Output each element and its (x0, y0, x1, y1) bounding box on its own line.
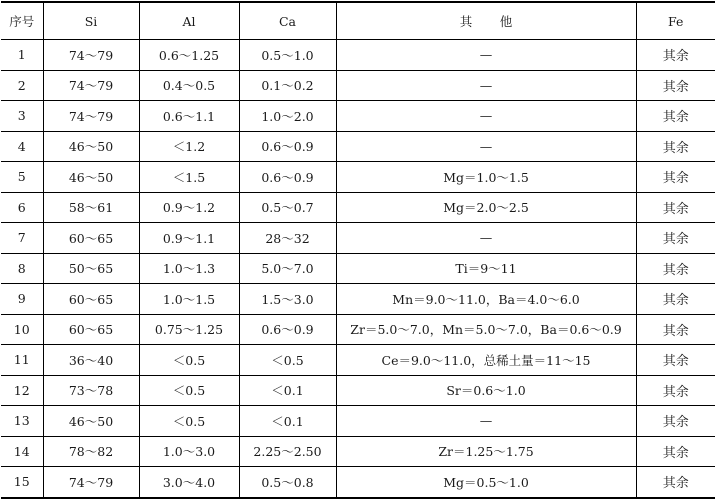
header-ca: Ca (239, 2, 336, 40)
cell-ca: 28～32 (239, 223, 336, 254)
cell-si: 74～79 (43, 40, 139, 71)
cell-fe: 其余 (636, 70, 715, 101)
cell-al: 0.75～1.25 (139, 314, 239, 345)
cell-fe: 其余 (636, 162, 715, 193)
cell-al: ＜0.5 (139, 406, 239, 437)
cell-al: 1.0～1.3 (139, 253, 239, 284)
cell-al: 0.6～1.1 (139, 101, 239, 132)
header-row (1, 2, 715, 40)
cell-ca: 1.5～3.0 (239, 284, 336, 315)
cell-ca: 2.25～2.50 (239, 436, 336, 467)
cell-al: 0.9～1.2 (139, 192, 239, 223)
cell-no: 6 (1, 192, 43, 223)
cell-ca: ＜0.5 (239, 345, 336, 376)
cell-ca: 0.5～1.0 (239, 40, 336, 71)
cell-other: — (336, 223, 636, 254)
cell-al: 1.0～1.5 (139, 284, 239, 315)
cell-si: 46～50 (43, 162, 139, 193)
table-row (1, 101, 715, 132)
cell-no: 13 (1, 406, 43, 437)
cell-ca: 0.6～0.9 (239, 131, 336, 162)
cell-si: 74～79 (43, 101, 139, 132)
cell-ca: 5.0～7.0 (239, 253, 336, 284)
cell-fe: 其余 (636, 467, 715, 498)
cell-si: 46～50 (43, 131, 139, 162)
cell-fe: 其余 (636, 284, 715, 315)
header-other: 其他 (336, 2, 636, 40)
cell-al: ＜0.5 (139, 375, 239, 406)
cell-fe: 其余 (636, 375, 715, 406)
table-row (1, 436, 715, 467)
header-si: Si (43, 2, 139, 40)
cell-fe: 其余 (636, 253, 715, 284)
cell-other: Mg＝1.0～1.5 (336, 162, 636, 193)
cell-other: Mn＝9.0～11.0，Ba＝4.0～6.0 (336, 284, 636, 315)
cell-si: 60～65 (43, 223, 139, 254)
cell-no: 3 (1, 101, 43, 132)
composition-table (1, 1, 715, 499)
cell-other: Mg＝0.5～1.0 (336, 467, 636, 498)
table-row (1, 223, 715, 254)
cell-no: 9 (1, 284, 43, 315)
cell-no: 7 (1, 223, 43, 254)
cell-fe: 其余 (636, 406, 715, 437)
cell-si: 36～40 (43, 345, 139, 376)
cell-si: 50～65 (43, 253, 139, 284)
cell-fe: 其余 (636, 223, 715, 254)
cell-ca: 1.0～2.0 (239, 101, 336, 132)
cell-no: 5 (1, 162, 43, 193)
cell-ca: 0.5～0.7 (239, 192, 336, 223)
cell-si: 46～50 (43, 406, 139, 437)
cell-fe: 其余 (636, 314, 715, 345)
table-body (1, 40, 715, 498)
cell-no: 15 (1, 467, 43, 498)
cell-other: — (336, 40, 636, 71)
table-row (1, 162, 715, 193)
table-row (1, 467, 715, 498)
cell-si: 74～79 (43, 467, 139, 498)
cell-no: 10 (1, 314, 43, 345)
table-row (1, 131, 715, 162)
cell-no: 8 (1, 253, 43, 284)
cell-other: Ti＝9～11 (336, 253, 636, 284)
cell-other: Mg＝2.0～2.5 (336, 192, 636, 223)
cell-other: Ce＝9.0～11.0，总稀土量＝11～15 (336, 345, 636, 376)
cell-si: 73～78 (43, 375, 139, 406)
table-row (1, 406, 715, 437)
header-fe: Fe (636, 2, 715, 40)
cell-al: ＜0.5 (139, 345, 239, 376)
cell-si: 58～61 (43, 192, 139, 223)
cell-other: Sr＝0.6～1.0 (336, 375, 636, 406)
cell-no: 11 (1, 345, 43, 376)
cell-fe: 其余 (636, 192, 715, 223)
cell-si: 60～65 (43, 314, 139, 345)
cell-al: 1.0～3.0 (139, 436, 239, 467)
cell-al: 0.9～1.1 (139, 223, 239, 254)
cell-fe: 其余 (636, 101, 715, 132)
cell-other: — (336, 101, 636, 132)
cell-other: — (336, 70, 636, 101)
cell-al: ＜1.2 (139, 131, 239, 162)
cell-other: — (336, 131, 636, 162)
table-row (1, 284, 715, 315)
cell-ca: ＜0.1 (239, 375, 336, 406)
cell-fe: 其余 (636, 345, 715, 376)
cell-other: Zr＝5.0～7.0，Mn＝5.0～7.0，Ba＝0.6～0.9 (336, 314, 636, 345)
cell-other: Zr＝1.25～1.75 (336, 436, 636, 467)
cell-al: 0.4～0.5 (139, 70, 239, 101)
cell-ca: 0.6～0.9 (239, 162, 336, 193)
cell-ca: ＜0.1 (239, 406, 336, 437)
cell-si: 60～65 (43, 284, 139, 315)
cell-al: ＜1.5 (139, 162, 239, 193)
cell-ca: 0.1～0.2 (239, 70, 336, 101)
cell-si: 78～82 (43, 436, 139, 467)
cell-al: 3.0～4.0 (139, 467, 239, 498)
cell-al: 0.6～1.25 (139, 40, 239, 71)
cell-no: 2 (1, 70, 43, 101)
table-row (1, 314, 715, 345)
cell-no: 14 (1, 436, 43, 467)
cell-si: 74～79 (43, 70, 139, 101)
table-row (1, 345, 715, 376)
cell-no: 12 (1, 375, 43, 406)
table-row (1, 192, 715, 223)
cell-fe: 其余 (636, 40, 715, 71)
cell-ca: 0.6～0.9 (239, 314, 336, 345)
table-row (1, 375, 715, 406)
cell-ca: 0.5～0.8 (239, 467, 336, 498)
header-no: 序号 (1, 2, 43, 40)
table-row (1, 253, 715, 284)
cell-fe: 其余 (636, 436, 715, 467)
cell-fe: 其余 (636, 131, 715, 162)
table-row (1, 70, 715, 101)
cell-other: — (336, 406, 636, 437)
cell-no: 4 (1, 131, 43, 162)
header-al: Al (139, 2, 239, 40)
table-row (1, 40, 715, 71)
cell-no: 1 (1, 40, 43, 71)
